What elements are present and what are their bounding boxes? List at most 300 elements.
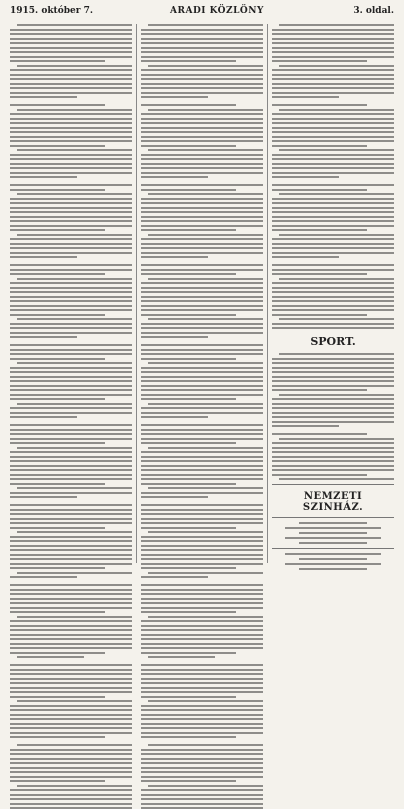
text-line — [17, 65, 132, 67]
text-line — [141, 247, 263, 249]
text-line — [10, 593, 132, 595]
text-line — [272, 456, 394, 458]
text-line — [10, 483, 105, 485]
text-line — [141, 789, 263, 791]
text-line — [10, 478, 132, 480]
text-line — [141, 678, 263, 680]
text-line — [10, 92, 132, 94]
text-line — [17, 403, 132, 405]
text-line — [272, 380, 394, 382]
text-line — [141, 198, 263, 200]
text-line — [279, 149, 394, 151]
text-line — [272, 252, 394, 254]
text-line — [10, 451, 132, 453]
text-line — [10, 145, 105, 147]
program-line — [299, 532, 366, 534]
text-line — [148, 24, 263, 26]
text-line — [141, 611, 236, 613]
text-line — [148, 109, 263, 111]
theatre-program — [272, 522, 394, 570]
text-line — [272, 474, 367, 476]
text-line — [141, 424, 263, 426]
text-line — [10, 549, 132, 551]
text-line — [141, 522, 263, 524]
text-line — [17, 656, 84, 658]
text-line — [141, 69, 263, 71]
text-line — [141, 727, 263, 729]
text-line — [272, 163, 394, 165]
text-line — [141, 273, 236, 275]
text-line — [141, 60, 236, 62]
text-line — [10, 714, 132, 716]
column-middle — [141, 24, 263, 563]
text-line — [17, 362, 132, 364]
text-line — [141, 474, 263, 476]
text-line — [141, 723, 263, 725]
text-line — [272, 136, 394, 138]
text-line — [272, 362, 394, 364]
text-line — [17, 109, 132, 111]
text-line — [141, 87, 263, 89]
text-line — [279, 193, 394, 195]
text-line — [141, 394, 263, 396]
text-line — [10, 389, 132, 391]
text-line — [17, 700, 132, 702]
text-line — [141, 456, 263, 458]
text-line — [272, 421, 394, 423]
text-line — [272, 69, 394, 71]
text-line — [141, 118, 263, 120]
text-line — [272, 176, 339, 178]
text-line — [10, 652, 105, 654]
text-line — [141, 176, 208, 178]
text-line — [141, 771, 263, 773]
text-line — [17, 149, 132, 151]
sport-heading: SPORT. — [310, 335, 356, 348]
text-line — [141, 78, 263, 80]
text-line — [141, 158, 263, 160]
text-line — [10, 625, 132, 627]
right-top-text — [272, 24, 394, 329]
text-line — [148, 234, 263, 236]
text-line — [272, 323, 394, 325]
text-line — [141, 291, 263, 293]
text-line — [141, 513, 263, 515]
text-line — [279, 65, 394, 67]
text-line — [10, 522, 132, 524]
text-line — [10, 607, 132, 609]
text-line — [141, 189, 236, 191]
text-line — [148, 447, 263, 449]
text-line — [10, 563, 132, 565]
text-line — [10, 385, 132, 387]
text-line — [272, 327, 394, 329]
text-line — [279, 24, 394, 26]
text-line — [141, 332, 263, 334]
text-line — [272, 158, 394, 160]
text-line — [141, 607, 263, 609]
text-line — [10, 291, 132, 293]
text-line — [10, 314, 105, 316]
text-line — [141, 438, 263, 440]
text-line — [10, 518, 132, 520]
text-line — [10, 309, 132, 311]
text-line — [141, 749, 263, 751]
text-line — [272, 60, 367, 62]
text-line — [141, 113, 263, 115]
text-line — [141, 287, 263, 289]
text-line — [10, 643, 132, 645]
text-line — [272, 113, 394, 115]
text-line — [17, 531, 132, 533]
text-line — [141, 407, 263, 409]
text-line — [141, 602, 263, 604]
text-line — [141, 300, 263, 302]
text-line — [141, 593, 263, 595]
text-line — [141, 252, 263, 254]
text-line — [141, 554, 263, 556]
text-line — [141, 220, 263, 222]
program-line — [299, 522, 366, 524]
text-line — [141, 682, 263, 684]
column-right — [272, 24, 394, 563]
text-line — [148, 700, 263, 702]
text-line — [141, 371, 263, 373]
text-line — [10, 433, 132, 435]
text-line — [17, 318, 132, 320]
text-line — [272, 207, 394, 209]
text-line — [141, 732, 263, 734]
text-line — [17, 785, 132, 787]
text-line — [141, 56, 263, 58]
text-line — [148, 785, 263, 787]
text-line — [10, 33, 132, 35]
text-line — [10, 323, 132, 325]
text-line — [17, 193, 132, 195]
text-line — [272, 407, 394, 409]
theatre-heading: NEMZETI SZINHÁZ. — [302, 491, 364, 513]
text-line — [141, 296, 263, 298]
text-line — [141, 433, 263, 435]
text-line — [272, 202, 394, 204]
text-line — [141, 131, 263, 133]
text-line — [279, 318, 394, 320]
text-line — [10, 647, 132, 649]
text-line — [10, 367, 132, 369]
text-line — [17, 572, 132, 574]
text-line — [148, 572, 263, 574]
text-line — [141, 504, 263, 506]
text-line — [141, 367, 263, 369]
text-line — [141, 758, 263, 760]
text-line — [10, 696, 105, 698]
text-line — [10, 56, 132, 58]
text-line — [272, 412, 394, 414]
text-line — [141, 358, 236, 360]
text-line — [10, 371, 132, 373]
text-line — [141, 687, 263, 689]
text-line — [10, 398, 105, 400]
text-line — [10, 465, 132, 467]
text-line — [279, 234, 394, 236]
text-line — [10, 798, 132, 800]
text-line — [148, 531, 263, 533]
program-line — [299, 568, 366, 570]
text-line — [141, 496, 208, 498]
text-line — [141, 282, 263, 284]
text-line — [141, 584, 263, 586]
text-line — [10, 136, 132, 138]
text-line — [141, 714, 263, 716]
text-line — [10, 394, 132, 396]
text-line — [272, 38, 394, 40]
text-line — [272, 314, 367, 316]
text-line — [10, 376, 132, 378]
text-line — [141, 122, 263, 124]
column-divider — [267, 24, 268, 563]
text-line — [272, 122, 394, 124]
text-line — [141, 696, 236, 698]
text-line — [17, 24, 132, 26]
text-line — [141, 145, 236, 147]
text-line — [272, 238, 394, 240]
text-line — [17, 744, 132, 746]
text-line — [10, 332, 132, 334]
text-line — [272, 398, 394, 400]
text-line — [148, 193, 263, 195]
text-line — [10, 723, 132, 725]
text-line — [272, 451, 394, 453]
text-line — [10, 229, 105, 231]
text-line — [10, 762, 132, 764]
text-line — [10, 353, 132, 355]
text-line — [141, 620, 263, 622]
text-line — [10, 380, 132, 382]
text-line — [141, 29, 263, 31]
text-line — [10, 358, 105, 360]
text-line — [272, 243, 394, 245]
text-line — [141, 256, 208, 258]
text-line — [141, 327, 263, 329]
text-line — [10, 83, 132, 85]
text-line — [141, 385, 263, 387]
text-line — [10, 29, 132, 31]
text-line — [272, 29, 394, 31]
text-line — [141, 167, 263, 169]
text-line — [141, 42, 263, 44]
text-line — [141, 314, 236, 316]
text-line — [141, 336, 208, 338]
text-line — [279, 478, 394, 480]
text-line — [10, 243, 132, 245]
text-line — [10, 442, 105, 444]
text-line — [141, 753, 263, 755]
text-line — [272, 167, 394, 169]
text-line — [10, 122, 132, 124]
text-line — [141, 323, 263, 325]
text-line — [10, 492, 132, 494]
theatre-top-rule — [272, 484, 394, 485]
text-line — [10, 207, 132, 209]
text-line — [10, 429, 132, 431]
text-line — [141, 380, 263, 382]
text-line — [141, 469, 263, 471]
text-line — [10, 167, 132, 169]
text-line — [10, 576, 77, 578]
text-line — [141, 33, 263, 35]
text-line — [10, 732, 132, 734]
text-line — [141, 451, 263, 453]
text-line — [10, 189, 105, 191]
text-line — [141, 492, 263, 494]
text-line — [141, 389, 263, 391]
text-line — [272, 300, 394, 302]
text-line — [272, 403, 394, 405]
text-line — [10, 273, 105, 275]
text-line — [272, 87, 394, 89]
text-line — [272, 376, 394, 378]
text-line — [141, 780, 236, 782]
text-line — [10, 527, 105, 529]
text-line — [10, 172, 132, 174]
text-line — [272, 92, 394, 94]
text-line — [141, 483, 236, 485]
text-line — [10, 220, 132, 222]
text-line — [141, 563, 263, 565]
text-line — [10, 536, 132, 538]
text-line — [141, 225, 263, 227]
text-line — [10, 438, 132, 440]
text-line — [10, 344, 132, 346]
text-line — [10, 336, 77, 338]
text-line — [10, 771, 132, 773]
text-line — [10, 736, 105, 738]
text-line — [10, 198, 132, 200]
text-line — [10, 113, 132, 115]
text-line — [272, 273, 367, 275]
text-line — [141, 429, 263, 431]
text-line — [272, 51, 394, 53]
text-line — [141, 794, 263, 796]
text-line — [141, 549, 263, 551]
text-line — [10, 74, 132, 76]
text-line — [10, 513, 132, 515]
text-line — [272, 465, 394, 467]
text-line — [10, 669, 132, 671]
text-line — [141, 38, 263, 40]
text-line — [10, 407, 132, 409]
text-line — [10, 749, 132, 751]
text-line — [10, 211, 132, 213]
text-line — [272, 247, 394, 249]
text-line — [10, 96, 77, 98]
program-line — [299, 542, 366, 544]
text-line — [272, 447, 394, 449]
text-line — [141, 478, 263, 480]
text-line — [10, 758, 132, 760]
column-divider — [136, 24, 137, 563]
text-line — [141, 709, 263, 711]
text-line — [10, 216, 132, 218]
text-line — [141, 104, 236, 106]
text-line — [141, 798, 263, 800]
text-line — [141, 762, 263, 764]
text-line — [10, 256, 77, 258]
text-line — [10, 131, 132, 133]
text-line — [141, 412, 263, 414]
text-line — [10, 634, 132, 636]
text-line — [141, 163, 263, 165]
page-header — [10, 4, 394, 20]
text-line — [272, 220, 394, 222]
text-line — [10, 60, 105, 62]
text-line — [141, 140, 263, 142]
text-line — [10, 673, 132, 675]
text-line — [272, 282, 394, 284]
text-line — [272, 264, 394, 266]
text-line — [141, 127, 263, 129]
text-line — [10, 620, 132, 622]
text-line — [141, 243, 263, 245]
text-line — [10, 496, 77, 498]
text-line — [148, 362, 263, 364]
text-line — [272, 42, 394, 44]
text-line — [279, 353, 394, 355]
text-line — [141, 776, 263, 778]
text-line — [141, 207, 263, 209]
text-line — [141, 238, 263, 240]
text-line — [272, 371, 394, 373]
text-line — [17, 616, 132, 618]
text-line — [141, 96, 208, 98]
text-line — [141, 589, 263, 591]
text-line — [10, 767, 132, 769]
text-line — [10, 545, 132, 547]
text-line — [141, 460, 263, 462]
text-line — [10, 554, 132, 556]
text-line — [272, 104, 367, 106]
text-line — [10, 664, 132, 666]
text-line — [10, 154, 132, 156]
text-line — [272, 296, 394, 298]
text-line — [10, 776, 132, 778]
text-line — [141, 540, 263, 542]
text-line — [10, 629, 132, 631]
text-line — [272, 33, 394, 35]
text-line — [272, 433, 367, 435]
text-line — [141, 269, 263, 271]
text-line — [10, 456, 132, 458]
text-line — [10, 611, 105, 613]
text-line — [272, 172, 394, 174]
text-line — [10, 252, 132, 254]
text-line — [10, 282, 132, 284]
program-line — [285, 527, 380, 529]
text-line — [141, 51, 263, 53]
text-line — [272, 74, 394, 76]
text-line — [148, 403, 263, 405]
text-line — [272, 127, 394, 129]
text-line — [272, 198, 394, 200]
text-line — [141, 647, 263, 649]
text-line — [10, 327, 132, 329]
text-line — [10, 163, 132, 165]
text-line — [141, 353, 263, 355]
text-line — [141, 767, 263, 769]
text-line — [141, 803, 263, 805]
text-line — [141, 536, 263, 538]
text-line — [10, 460, 132, 462]
